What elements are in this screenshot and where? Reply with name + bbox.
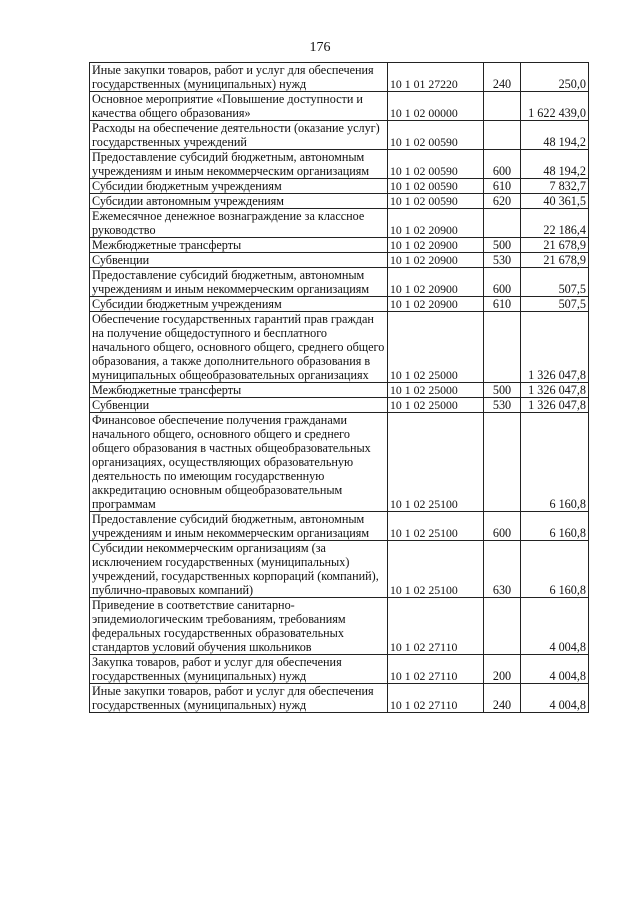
budget-classification-code: 10 1 02 25000 (388, 383, 484, 398)
table-row (90, 684, 589, 713)
expense-type-code: 530 (484, 253, 521, 268)
row-description: Закупка товаров, работ и услуг для обеспечения государственных (муниципальных) нужд (90, 655, 388, 684)
amount: 4 004,8 (521, 598, 589, 655)
expense-type-code: 600 (484, 150, 521, 179)
table-row (90, 238, 589, 253)
expense-type-code: 500 (484, 383, 521, 398)
row-description: Предоставление субсидий бюджетным, автономным учреждениям и иным некоммерческим организациям (90, 268, 388, 297)
amount: 507,5 (521, 297, 589, 312)
row-description: Обеспечение государственных гарантий прав граждан на получение общедоступного и бесплатного начального общего, основного общего, среднего общего образования, а также дополнительного образования в муниципальных общеобразовательных организациях (90, 312, 388, 383)
amount: 48 194,2 (521, 150, 589, 179)
expense-type-code (484, 209, 521, 238)
amount: 40 361,5 (521, 194, 589, 209)
expense-type-code: 610 (484, 297, 521, 312)
budget-classification-code: 10 1 02 20900 (388, 238, 484, 253)
budget-classification-code: 10 1 02 00590 (388, 179, 484, 194)
expense-type-code (484, 92, 521, 121)
amount: 1 622 439,0 (521, 92, 589, 121)
budget-classification-code: 10 1 01 27220 (388, 63, 484, 92)
table-row (90, 63, 589, 92)
table-row (90, 268, 589, 297)
amount: 6 160,8 (521, 541, 589, 598)
amount: 48 194,2 (521, 121, 589, 150)
table-row (90, 253, 589, 268)
row-description: Основное мероприятие «Повышение доступности и качества общего образования» (90, 92, 388, 121)
budget-classification-code: 10 1 02 27110 (388, 598, 484, 655)
amount: 7 832,7 (521, 179, 589, 194)
expense-type-code: 620 (484, 194, 521, 209)
budget-classification-code: 10 1 02 20900 (388, 209, 484, 238)
budget-table (89, 62, 589, 713)
expense-type-code: 600 (484, 512, 521, 541)
expense-type-code: 200 (484, 655, 521, 684)
amount: 1 326 047,8 (521, 383, 589, 398)
row-description: Субвенции (90, 253, 388, 268)
expense-type-code: 240 (484, 63, 521, 92)
budget-classification-code: 10 1 02 25000 (388, 398, 484, 413)
amount: 250,0 (521, 63, 589, 92)
expense-type-code: 500 (484, 238, 521, 253)
budget-classification-code: 10 1 02 00590 (388, 121, 484, 150)
amount: 6 160,8 (521, 413, 589, 512)
budget-classification-code: 10 1 02 00000 (388, 92, 484, 121)
row-description: Предоставление субсидий бюджетным, автономным учреждениям и иным некоммерческим организациям (90, 512, 388, 541)
row-description: Субсидии некоммерческим организациям (за исключением государственных (муниципальных) учреждений, государственных корпораций (компаний), публично-правовых компаний) (90, 541, 388, 598)
expense-type-code: 610 (484, 179, 521, 194)
amount: 22 186,4 (521, 209, 589, 238)
row-description: Субсидии бюджетным учреждениям (90, 297, 388, 312)
expense-type-code: 240 (484, 684, 521, 713)
table-row (90, 194, 589, 209)
expense-type-code (484, 598, 521, 655)
amount: 21 678,9 (521, 253, 589, 268)
table-row (90, 121, 589, 150)
expense-type-code: 530 (484, 398, 521, 413)
page-number: 176 (309, 40, 331, 55)
table-row (90, 92, 589, 121)
table-row (90, 541, 589, 598)
table-row (90, 512, 589, 541)
row-description: Иные закупки товаров, работ и услуг для обеспечения государственных (муниципальных) нужд (90, 684, 388, 713)
row-description: Межбюджетные трансферты (90, 238, 388, 253)
row-description: Субвенции (90, 398, 388, 413)
amount: 1 326 047,8 (521, 398, 589, 413)
expense-type-code (484, 121, 521, 150)
row-description: Финансовое обеспечение получения гражданами начального общего, основного общего и среднего общего образования в частных общеобразовательных организациях, осуществляющих образовательную деятельность по имеющим государственную аккредитацию основным общеобразовательным программам (90, 413, 388, 512)
table-row (90, 413, 589, 512)
amount: 1 326 047,8 (521, 312, 589, 383)
row-description: Ежемесячное денежное вознаграждение за классное руководство (90, 209, 388, 238)
expense-type-code: 630 (484, 541, 521, 598)
table-row (90, 150, 589, 179)
amount: 6 160,8 (521, 512, 589, 541)
row-description: Предоставление субсидий бюджетным, автономным учреждениям и иным некоммерческим организациям (90, 150, 388, 179)
budget-classification-code: 10 1 02 25100 (388, 541, 484, 598)
expense-type-code: 600 (484, 268, 521, 297)
amount: 4 004,8 (521, 655, 589, 684)
row-description: Межбюджетные трансферты (90, 383, 388, 398)
expense-type-code (484, 312, 521, 383)
table-row (90, 209, 589, 238)
budget-classification-code: 10 1 02 20900 (388, 297, 484, 312)
budget-classification-code: 10 1 02 27110 (388, 655, 484, 684)
budget-classification-code: 10 1 02 25100 (388, 413, 484, 512)
budget-classification-code: 10 1 02 25100 (388, 512, 484, 541)
budget-classification-code: 10 1 02 27110 (388, 684, 484, 713)
table-row (90, 383, 589, 398)
budget-classification-code: 10 1 02 20900 (388, 253, 484, 268)
row-description: Субсидии автономным учреждениям (90, 194, 388, 209)
budget-classification-code: 10 1 02 25000 (388, 312, 484, 383)
expense-type-code (484, 413, 521, 512)
table-row (90, 598, 589, 655)
amount: 21 678,9 (521, 238, 589, 253)
table-row (90, 312, 589, 383)
budget-classification-code: 10 1 02 00590 (388, 194, 484, 209)
table-row (90, 179, 589, 194)
amount: 507,5 (521, 268, 589, 297)
budget-classification-code: 10 1 02 00590 (388, 150, 484, 179)
amount: 4 004,8 (521, 684, 589, 713)
table-row (90, 655, 589, 684)
table-row (90, 297, 589, 312)
row-description: Расходы на обеспечение деятельности (оказание услуг) государственных учреждений (90, 121, 388, 150)
table-row (90, 398, 589, 413)
row-description: Иные закупки товаров, работ и услуг для обеспечения государственных (муниципальных) нужд (90, 63, 388, 92)
budget-classification-code: 10 1 02 20900 (388, 268, 484, 297)
budget-table-body (90, 63, 589, 713)
row-description: Приведение в соответствие санитарно-эпидемиологическим требованиям, требованиям федеральных государственных образовательных стандартов условий обучения школьников (90, 598, 388, 655)
row-description: Субсидии бюджетным учреждениям (90, 179, 388, 194)
